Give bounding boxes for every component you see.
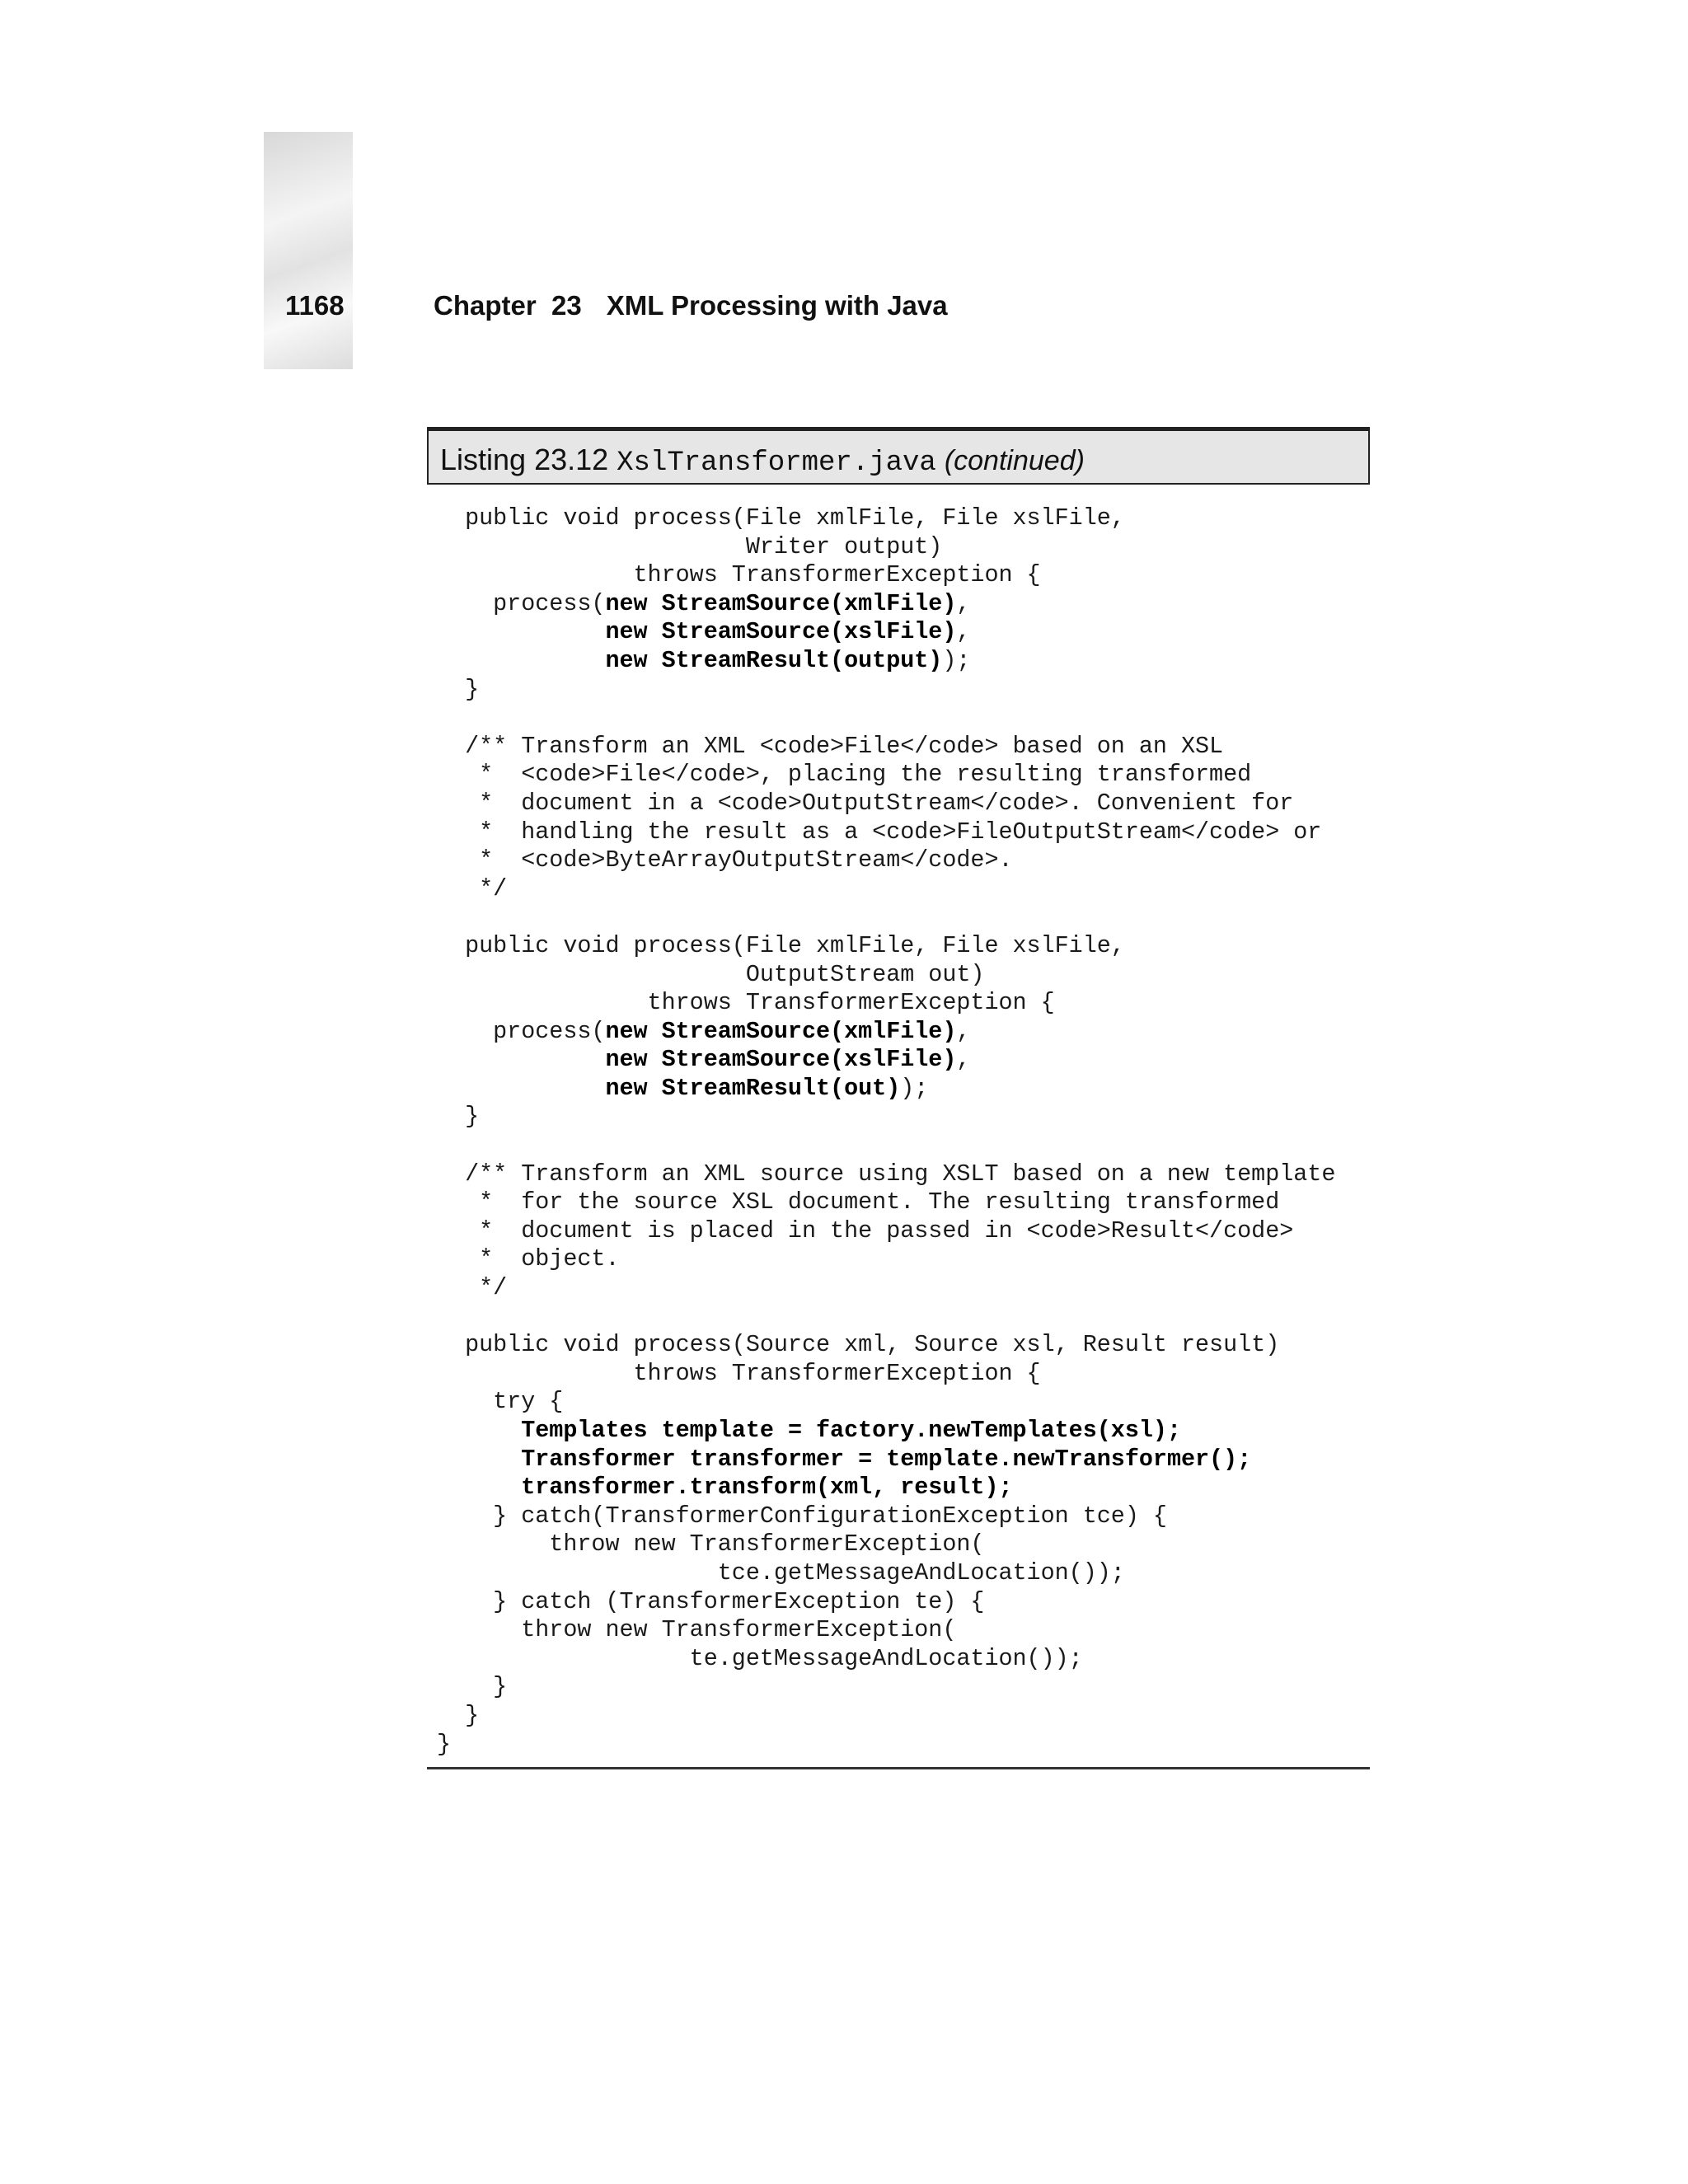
code-line xyxy=(437,1417,1335,1446)
code-segment: /** Transform an XML source using XSLT based on a new template xyxy=(437,1160,1336,1188)
code-line xyxy=(437,1245,1335,1274)
code-line xyxy=(437,1702,1335,1731)
code-line xyxy=(437,1388,1335,1417)
code-segment xyxy=(437,1446,521,1473)
code-segment xyxy=(437,647,605,674)
code-segment: public void process(Source xml, Source xsl, Result result) xyxy=(437,1331,1280,1359)
code-line xyxy=(437,1559,1335,1588)
code-bold-segment: new StreamSource(xmlFile) xyxy=(605,589,957,617)
code-line xyxy=(437,1446,1335,1474)
code-line xyxy=(437,1018,1335,1047)
code-segment xyxy=(437,1474,521,1501)
code-segment: Writer output) xyxy=(437,532,943,560)
code-segment xyxy=(437,1046,605,1073)
page-number: 1168 xyxy=(285,290,345,321)
code-segment: /** Transform an XML <code>File</code> based on an XSL xyxy=(437,732,1224,760)
code-line xyxy=(437,1075,1335,1104)
code-line xyxy=(437,618,1335,647)
code-line xyxy=(437,1303,1335,1332)
code-bold-segment: new StreamSource(xmlFile) xyxy=(605,1017,957,1045)
code-line xyxy=(437,1360,1335,1389)
code-bold-segment: Transformer transformer = template.newTransformer(); xyxy=(521,1445,1252,1473)
listing-bottom-rule xyxy=(427,1767,1370,1769)
code-segment: } catch (TransformerException te) { xyxy=(437,1587,985,1615)
code-segment: te.getMessageAndLocation()); xyxy=(437,1644,1083,1672)
code-segment: * <code>ByteArrayOutputStream</code>. xyxy=(437,846,1013,874)
code-line xyxy=(437,1188,1335,1217)
code-line xyxy=(437,903,1335,932)
code-line xyxy=(437,932,1335,961)
code-line xyxy=(437,875,1335,904)
code-segment: throws TransformerException { xyxy=(437,1359,1041,1387)
code-segment xyxy=(437,618,605,645)
code-segment: } xyxy=(437,1730,452,1758)
listing-caption xyxy=(440,443,1085,479)
code-segment: ); xyxy=(900,1074,929,1102)
code-line xyxy=(437,989,1335,1018)
code-segment: , xyxy=(956,1046,971,1074)
code-segment: , xyxy=(956,1017,971,1045)
code-line xyxy=(437,1132,1335,1160)
code-segment: } xyxy=(437,1673,508,1701)
code-segment: , xyxy=(956,618,971,646)
code-line xyxy=(437,1530,1335,1559)
code-line xyxy=(437,1673,1335,1702)
code-bold-segment: new StreamResult(out) xyxy=(605,1074,901,1102)
code-line xyxy=(437,533,1335,562)
code-line xyxy=(437,676,1335,705)
code-segment xyxy=(437,1417,521,1444)
listing-continued-note: (continued) xyxy=(944,445,1085,476)
code-segment: public void process(File xmlFile, File xslFile, xyxy=(437,931,1125,959)
listing-filename: XslTransformer.java xyxy=(617,448,936,479)
code-line xyxy=(437,1274,1335,1303)
code-segment: throw new TransformerException( xyxy=(437,1530,985,1558)
code-line xyxy=(437,733,1335,762)
code-bold-segment: new StreamResult(output) xyxy=(605,646,943,674)
code-listing xyxy=(437,504,1335,1759)
code-line xyxy=(437,790,1335,818)
code-segment: OutputStream out) xyxy=(437,960,985,988)
code-line xyxy=(437,761,1335,790)
code-segment: tce.getMessageAndLocation()); xyxy=(437,1558,1125,1586)
code-line xyxy=(437,1046,1335,1075)
chapter-title: XML Processing with Java xyxy=(606,290,948,321)
code-segment: * for the source XSL document. The resulting transformed xyxy=(437,1188,1280,1216)
code-segment: try { xyxy=(437,1388,564,1416)
code-segment: } xyxy=(437,675,480,703)
code-line xyxy=(437,1588,1335,1617)
code-segment: throw new TransformerException( xyxy=(437,1616,957,1644)
code-segment: * document is placed in the passed in <code>Result</code> xyxy=(437,1216,1294,1244)
code-segment: public void process(File xmlFile, File xslFile, xyxy=(437,504,1125,532)
code-bold-segment: Templates template = factory.newTemplates(xsl); xyxy=(521,1417,1181,1444)
code-segment: } catch(TransformerConfigurationException tce) { xyxy=(437,1502,1167,1530)
code-segment: * handling the result as a <code>FileOutputStream</code> or xyxy=(437,818,1322,846)
code-line xyxy=(437,1616,1335,1645)
code-segment: */ xyxy=(437,874,508,902)
code-line xyxy=(437,504,1335,533)
page-edge-thumb-tab xyxy=(264,132,353,369)
code-segment xyxy=(437,1075,605,1102)
code-line xyxy=(437,1217,1335,1246)
code-line xyxy=(437,1502,1335,1531)
code-line xyxy=(437,590,1335,619)
code-segment: */ xyxy=(437,1274,508,1302)
code-line xyxy=(437,561,1335,590)
code-line xyxy=(437,704,1335,733)
code-segment: * <code>File</code>, placing the resulting transformed xyxy=(437,761,1252,789)
code-segment: process( xyxy=(437,1017,606,1045)
code-line xyxy=(437,1160,1335,1189)
code-segment: , xyxy=(956,589,971,617)
running-head xyxy=(434,290,948,321)
code-line xyxy=(437,818,1335,847)
code-segment: * object. xyxy=(437,1245,620,1273)
code-segment: } xyxy=(437,1103,480,1131)
code-line xyxy=(437,1103,1335,1132)
code-bold-segment: new StreamSource(xslFile) xyxy=(605,618,957,646)
listing-caption-box xyxy=(427,427,1370,485)
code-line xyxy=(437,1645,1335,1674)
code-line xyxy=(437,1474,1335,1502)
code-line xyxy=(437,647,1335,676)
listing-label: Listing 23.12 xyxy=(440,443,609,476)
code-line xyxy=(437,846,1335,875)
code-line xyxy=(437,1331,1335,1360)
code-line xyxy=(437,1731,1335,1760)
code-segment: * document in a <code>OutputStream</code>. Convenient for xyxy=(437,789,1294,817)
code-segment: throws TransformerException { xyxy=(437,561,1041,589)
code-segment: process( xyxy=(437,589,606,617)
code-bold-segment: new StreamSource(xslFile) xyxy=(605,1046,957,1074)
chapter-number: Chapter 23 xyxy=(434,290,582,321)
code-segment: ); xyxy=(942,646,971,674)
code-bold-segment: transformer.transform(xml, result); xyxy=(521,1474,1013,1502)
code-segment: throws TransformerException { xyxy=(437,989,1055,1017)
code-segment: } xyxy=(437,1701,480,1729)
code-line xyxy=(437,961,1335,990)
